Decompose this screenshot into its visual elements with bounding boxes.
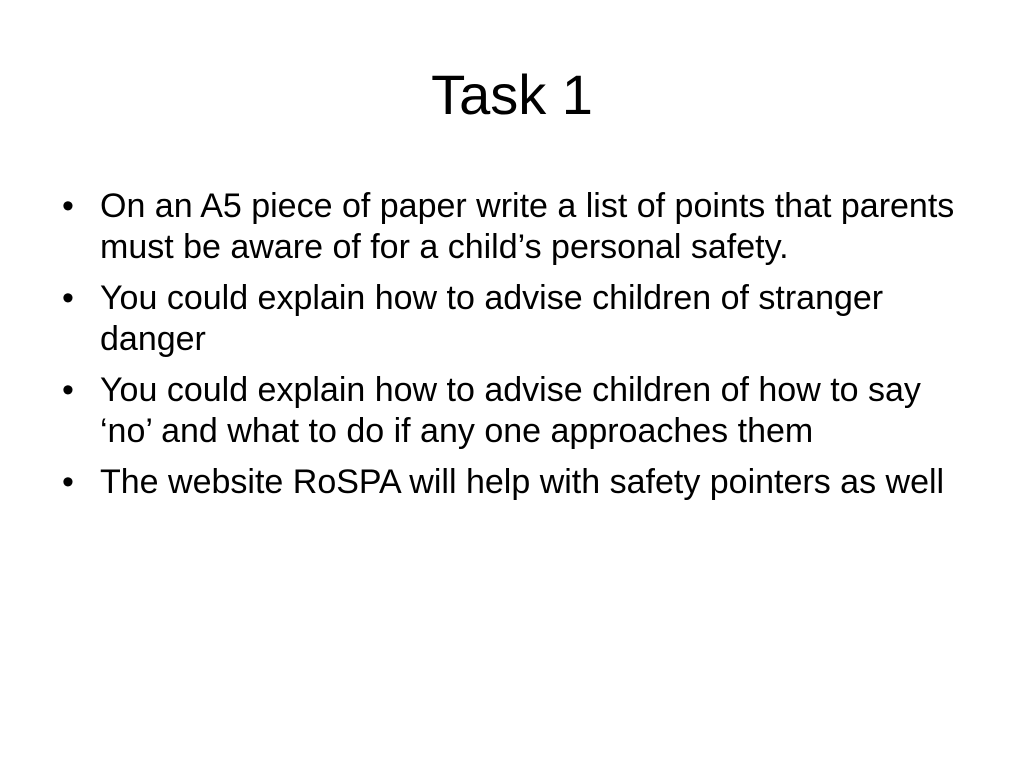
bullet-text: You could explain how to advise children of stranger danger: [100, 279, 884, 358]
list-item: [62, 278, 972, 360]
bullet-text: The website RoSPA will help with safety pointers as well: [100, 463, 945, 501]
bullet-text: You could explain how to advise children of how to say ‘no’ and what to do if any one approaches them: [100, 371, 921, 450]
slide-title: Task 1: [431, 63, 593, 126]
bullet-icon: •: [62, 279, 74, 317]
list-item: [62, 186, 972, 268]
bullet-icon: •: [62, 187, 74, 225]
list-item: [62, 462, 972, 503]
bullet-icon: •: [62, 371, 74, 409]
bullet-list: [62, 186, 972, 513]
bullet-text: On an A5 piece of paper write a list of points that parents must be aware of for a child’s personal safety.: [100, 187, 955, 266]
bullet-icon: •: [62, 463, 74, 501]
list-item: [62, 370, 972, 452]
